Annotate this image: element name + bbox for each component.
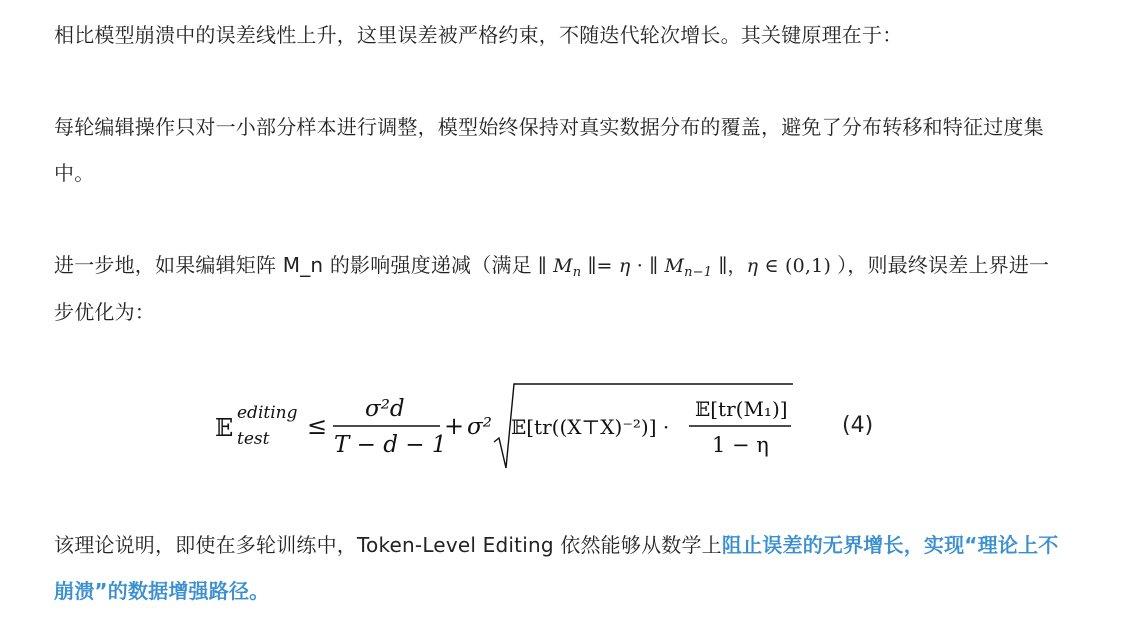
paragraph-conclusion [54, 522, 1064, 614]
equation-block [0, 370, 1138, 490]
sqrt-expression: 𝔼[tr((X⊤X)⁻²)] · [511, 415, 670, 439]
leq-symbol: ≤ [307, 412, 328, 440]
decay-text-after: ），则最终误差上界进一步优化为： [54, 253, 1050, 324]
equation-svg [215, 370, 895, 490]
matrix-symbol-m: M [553, 255, 573, 277]
paragraph-decay-condition [54, 242, 1064, 335]
superscript-editing: editing [237, 403, 298, 423]
conclusion-highlight: 阻止误差的无界增长，实现“理论上不崩溃”的数据增强路径。 [54, 533, 1059, 603]
cdot-norm-symbol: · ∥ [630, 255, 665, 277]
norm-equals-symbol: ∥= [587, 255, 619, 277]
sigma-squared: σ² [467, 414, 492, 440]
subscript-test: test [237, 429, 270, 449]
eta-symbol: η [618, 255, 631, 277]
fraction1-numerator: σ²d [365, 396, 405, 422]
plus-symbol: + [444, 412, 465, 440]
matrix-symbol-m-prev: M [664, 255, 685, 277]
subscript-n-minus-1: n−1 [684, 265, 713, 280]
fraction2-numerator: 𝔼[tr(M₁)] [695, 397, 788, 421]
fraction2-denominator: 1 − η [712, 433, 769, 457]
equation-number: (4) [842, 413, 874, 438]
paragraph-intro: 相比模型崩溃中的误差线性上升，这里误差被严格约束，不随迭代轮次增长。其关键原理在于： [54, 23, 903, 47]
subscript-n: n [572, 265, 582, 280]
norm-open-symbol: ∥ [537, 255, 547, 277]
fraction1-denominator: T − d − 1 [334, 432, 447, 458]
inline-formula-decay [537, 255, 832, 280]
comma-symbol: ， [727, 255, 747, 277]
norm-close-symbol: ∥ [712, 255, 728, 277]
conclusion-text: 该理论说明，即使在多轮训练中，Token-Level Editing 依然能够从数学上 [54, 533, 722, 557]
paragraph-principle: 每轮编辑操作只对一小部分样本进行调整，模型始终保持对真实数据分布的覆盖，避免了分布转移和特征过度集中。 [54, 115, 1044, 185]
expectation-symbol: 𝔼 [215, 414, 234, 442]
decay-text-before: 进一步地，如果编辑矩阵 M_n 的影响强度递减（满足 [54, 253, 532, 277]
interval-range: ∈ (0,1) [758, 255, 832, 277]
eta-symbol-range: η [746, 255, 759, 277]
